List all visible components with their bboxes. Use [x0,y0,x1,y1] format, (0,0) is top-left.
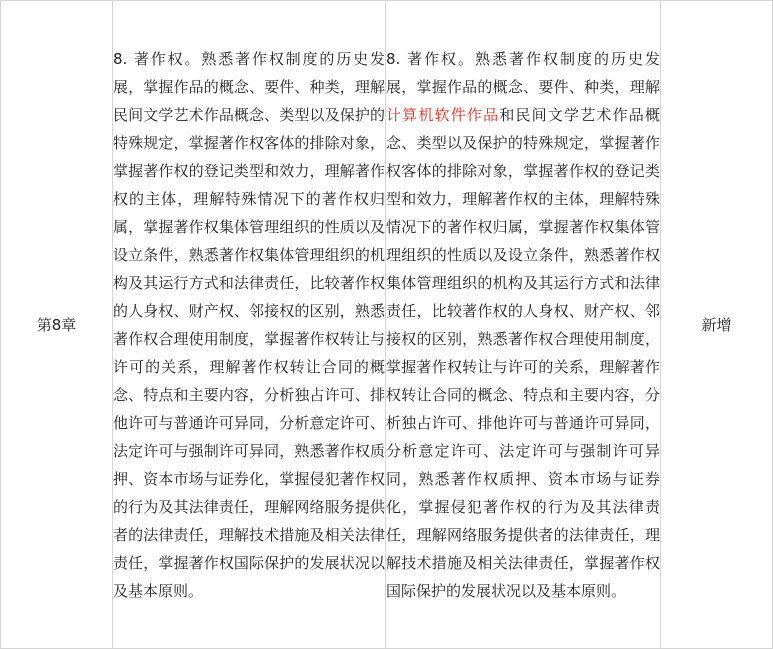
chapter-label: 第8章 [36,315,77,334]
status-cell [661,1,773,649]
new-content-text [386,45,660,605]
new-content-highlight: 计算机软件作品 [386,105,500,124]
old-content-cell [113,1,386,649]
new-content-after: 和民间文学艺术作品概念、类型以及保护的特殊规定，掌握著作权客体的排除对象，掌握著作权的登记类型和效力，理解著作权的主体，理解特殊情况下的著作权归属，掌握著作权集体管理组织的性质以及设立条件，熟悉著作权集体管理组织的机构及其运行方式和法律责任，比较著作权的人身权、财产权、邻接权的区别，熟悉著作权合理使用制度，掌握著作权转让与许可的关系，理解著作权转让合同的概念、特点和主要内容，分析独占许可、排他许可与普通许可异同，分析意定许可、法定许可与强制许可异同，熟悉著作权质押、资本市场与证券化，掌握侵犯著作权的行为及其法律责任，理解网络服务提供者的法律责任，理解技术措施及相关法律责任，掌握著作权国际保护的发展状况以及基本原则。 [386,105,660,600]
table-row [1,1,773,649]
status-label: 新增 [701,315,732,334]
chapter-cell [1,1,113,649]
old-content-text: 8. 著作权。熟悉著作权制度的历史发展，掌握作品的概念、要件、种类，理解民间文学艺术作品概念、类型以及保护的特殊规定，掌握著作权客体的排除对象，掌握著作权的登记类型和效力，理解著作权的主体，理解特殊情况下的著作权归属，掌握著作权集体管理组织的性质以及设立条件，熟悉著作权集体管理组织的机构及其运行方式和法律责任，比较著作权的人身权、财产权、邻接权的区别，熟悉著作权合理使用制度，掌握著作权转让与许可的关系，理解著作权转让合同的概念、特点和主要内容，分析独占许可、排他许可与普通许可异同，分析意定许可、法定许可与强制许可异同，熟悉著作权质押、资本市场与证券化，掌握侵犯著作权的行为及其法律责任，理解网络服务提供者的法律责任，理解技术措施及相关法律责任，掌握著作权国际保护的发展状况以及基本原则。 [113,49,385,600]
new-content-cell [386,1,661,649]
new-content-before: 8. 著作权。熟悉著作权制度的历史发展，掌握作品的概念、要件、种类，理解 [386,49,660,96]
